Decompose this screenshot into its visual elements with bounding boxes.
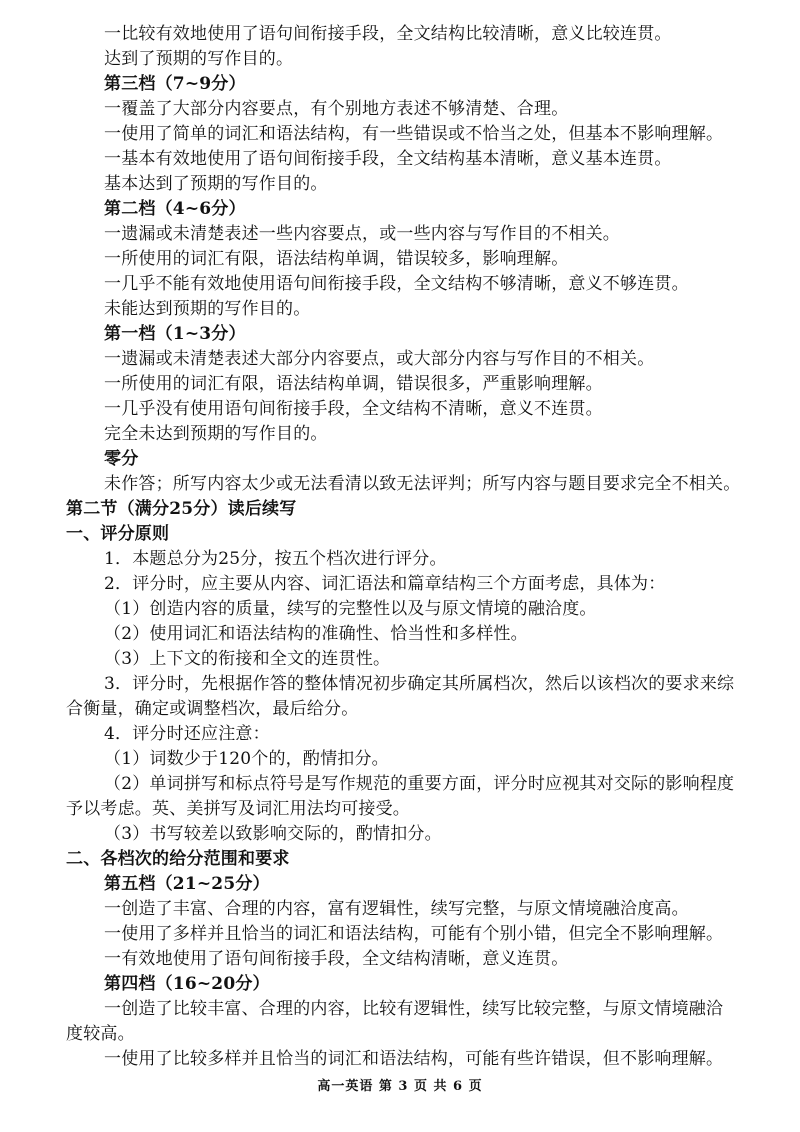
text-line: 一创造了丰富、合理的内容，富有逻辑性，续写完整，与原文情境融洽度高。 (104, 899, 689, 919)
grade-heading: 第三档（7~9分） (104, 74, 246, 94)
text-line: （1）创造内容的质量，续写的完整性以及与原文情境的融洽度。 (104, 599, 597, 619)
text-line: 一几乎没有使用语句间衔接手段，全文结构不清晰，意义不连贯。 (104, 399, 603, 419)
text-line: 未作答；所写内容太少或无法看清以致无法评判；所写内容与题目要求完全不相关。 (104, 474, 741, 494)
text-line: （2）单词拼写和标点符号是写作规范的重要方面，评分时应视其对交际的影响程度 (104, 774, 735, 794)
section-heading: 一、评分原则 (66, 524, 170, 544)
text-line: 一创造了比较丰富、合理的内容，比较有逻辑性，续写比较完整，与原文情境融洽 (104, 999, 724, 1019)
text-line: （3）书写较差以致影响交际的，酌情扣分。 (104, 824, 442, 844)
text-line: 一使用了比较多样并且恰当的词汇和语法结构，可能有些许错误，但不影响理解。 (104, 1049, 724, 1069)
text-line: 一遗漏或未清楚表述一些内容要点，或一些内容与写作目的不相关。 (104, 224, 620, 244)
text-line: 予以考虑。英、美拼写及词汇用法均可接受。 (66, 799, 410, 819)
text-line: 2．评分时，应主要从内容、词汇语法和篇章结构三个方面考虑，具体为： (104, 574, 666, 594)
text-line: 4．评分时还应注意： (104, 724, 270, 744)
text-line: 3．评分时，先根据作答的整体情况初步确定其所属档次，然后以该档次的要求来综 (104, 674, 735, 694)
grade-heading: 第四档（16~20分） (104, 974, 270, 994)
text-line: （3）上下文的衔接和全文的连贯性。 (104, 649, 391, 669)
text-line: 一所使用的词汇有限，语法结构单调，错误很多，严重影响理解。 (104, 374, 603, 394)
text-line: 一几乎不能有效地使用语句间衔接手段，全文结构不够清晰，意义不够连贯。 (104, 274, 689, 294)
text-line: 合衡量，确定或调整档次，最后给分。 (66, 699, 359, 719)
grade-heading: 零分 (104, 449, 139, 469)
text-line: 一基本有效地使用了语句间衔接手段，全文结构基本清晰，意义基本连贯。 (104, 149, 672, 169)
text-line: 度较高。 (66, 1024, 135, 1044)
section-heading: 二、各档次的给分范围和要求 (66, 849, 290, 869)
section-heading: 第二节（满分25分）读后续写 (66, 499, 297, 519)
text-line: （1）词数少于120个的，酌情扣分。 (104, 749, 389, 769)
text-line: 一所使用的词汇有限，语法结构单调，错误较多，影响理解。 (104, 249, 569, 269)
text-line: 达到了预期的写作目的。 (104, 49, 294, 69)
text-line: 基本达到了预期的写作目的。 (104, 174, 328, 194)
grade-heading: 第一档（1~3分） (104, 324, 246, 344)
text-line: 一比较有效地使用了语句间衔接手段，全文结构比较清晰，意义比较连贯。 (104, 24, 672, 44)
text-line: 一覆盖了大部分内容要点，有个别地方表述不够清楚、合理。 (104, 99, 569, 119)
text-line: 一使用了简单的词汇和语法结构，有一些错误或不恰当之处，但基本不影响理解。 (104, 124, 724, 144)
text-line: 一有效地使用了语句间衔接手段，全文结构清晰，意义连贯。 (104, 949, 569, 969)
page-footer: 高一英语 第 3 页 共 6 页 (317, 1079, 483, 1094)
text-line: 未能达到预期的写作目的。 (104, 299, 311, 319)
text-line: 1．本题总分为25分，按五个档次进行评分。 (104, 549, 447, 569)
text-line: （2）使用词汇和语法结构的准确性、恰当性和多样性。 (104, 624, 528, 644)
text-line: 一遗漏或未清楚表述大部分内容要点，或大部分内容与写作目的不相关。 (104, 349, 655, 369)
text-line: 一使用了多样并且恰当的词汇和语法结构，可能有个别小错，但完全不影响理解。 (104, 924, 724, 944)
text-line: 完全未达到预期的写作目的。 (104, 424, 328, 444)
grade-heading: 第二档（4~6分） (104, 199, 246, 219)
grade-heading: 第五档（21~25分） (104, 874, 270, 894)
